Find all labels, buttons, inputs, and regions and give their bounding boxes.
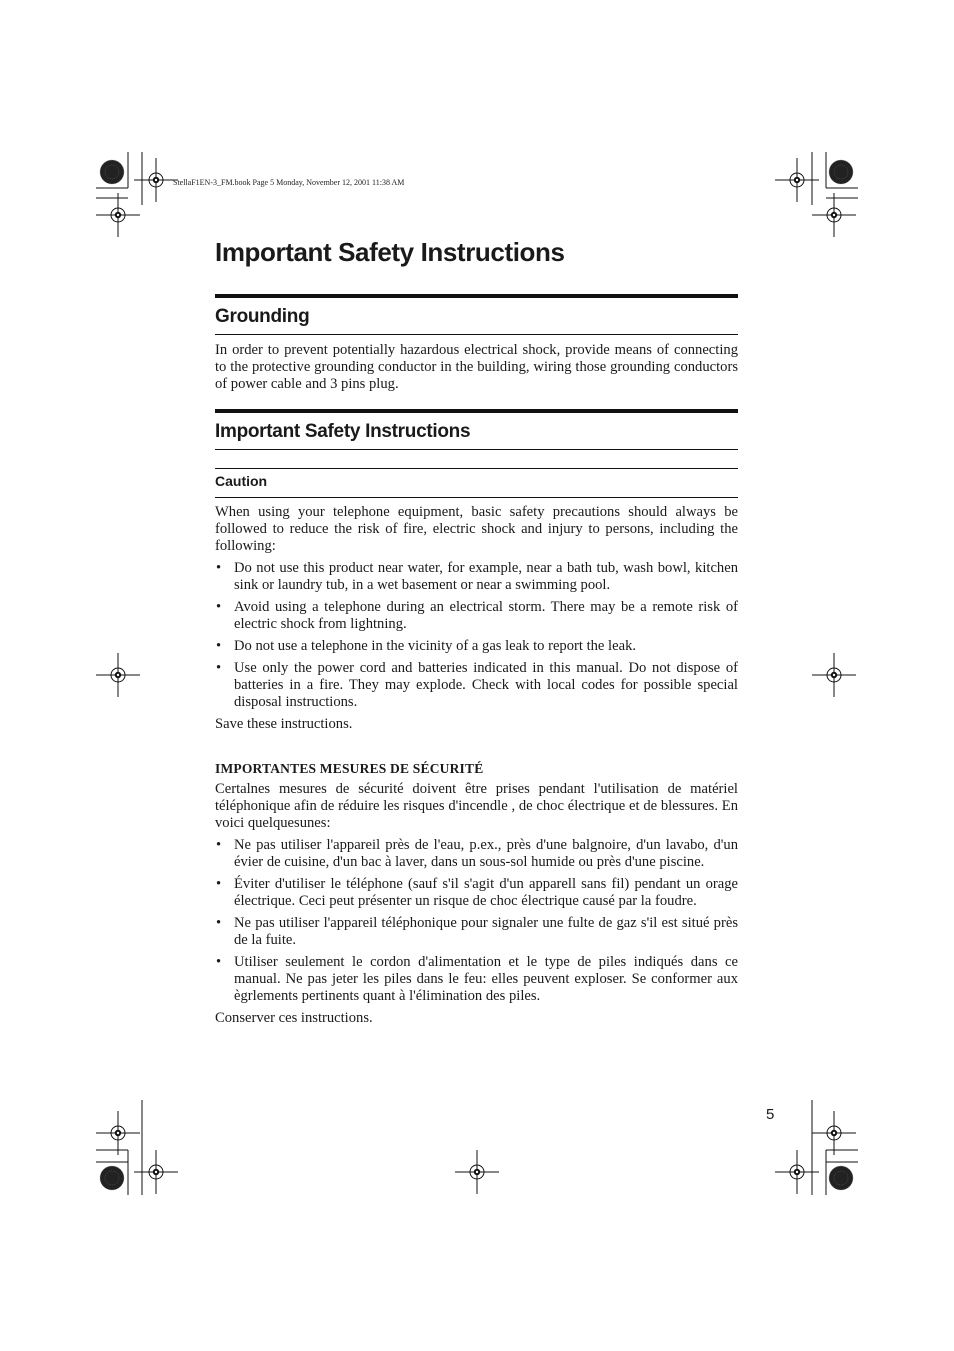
safety-bullet-list xyxy=(215,560,738,711)
french-heading: IMPORTANTES MESURES DE SÉCURITÉ xyxy=(215,761,484,776)
color-target-icon xyxy=(100,1166,124,1190)
french-bullet-list xyxy=(215,837,738,1005)
registration-mark-icon xyxy=(96,1111,140,1155)
color-target-icon xyxy=(829,160,853,184)
list-item: • Éviter d'utiliser le téléphone (sauf s'il s'agit d'un apparell sans fil) pendant un orage électrique. Ceci peut présenter un risque de choc électrique causé par la foudre. xyxy=(215,876,738,910)
caution-header xyxy=(215,468,738,498)
registration-mark-icon xyxy=(812,193,856,237)
list-item: • Use only the power cord and batteries indicated in this manual. Do not dispose of batteries in a fire. They may explode. Check with local codes for possible special disposal instructions. xyxy=(215,660,738,711)
registration-mark-icon xyxy=(134,1150,178,1194)
list-item: • Do not use a telephone in the vicinity of a gas leak to report the leak. xyxy=(215,638,738,655)
list-item: • Avoid using a telephone during an electrical storm. There may be a remote risk of electric shock from lightning. xyxy=(215,599,738,633)
print-header: StellaF1EN-3_FM.book Page 5 Monday, November 12, 2001 11:38 AM xyxy=(173,178,405,187)
safety-heading: Important Safety Instructions xyxy=(215,421,471,442)
list-item: • Do not use this product near water, for example, near a bath tub, wash bowl, kitchen sink or laundry tub, in a wet basement or near a swimming pool. xyxy=(215,560,738,594)
grounding-heading: Grounding xyxy=(215,306,310,327)
safety-closing: Save these instructions. xyxy=(215,716,353,732)
page-number: 5 xyxy=(766,1106,775,1123)
list-item: • Ne pas utiliser l'appareil téléphonique pour signaler une fulte de gaz s'il est situé près de la fuite. xyxy=(215,915,738,949)
grounding-body: In order to prevent potentially hazardous electrical shock, provide means of connecting to the protective grounding conductor in the building, wiring those grounding conductors of power cable and 3 pins plug. xyxy=(215,342,738,392)
color-target-icon xyxy=(100,160,124,184)
caution-label: Caution xyxy=(215,473,268,489)
french-closing: Conserver ces instructions. xyxy=(215,1010,373,1026)
registration-mark-icon xyxy=(455,1150,499,1194)
registration-mark-icon xyxy=(96,193,140,237)
color-target-icon xyxy=(829,1166,853,1190)
list-item: • Ne pas utiliser l'appareil près de l'eau, p.ex., près d'une balgnoire, d'un lavabo, d'un évier de cuisine, d'un bac à laver, dans un sous-sol humide ou près d'une piscine. xyxy=(215,837,738,871)
grounding-section-header xyxy=(215,294,738,335)
french-intro: Certalnes mesures de sécurité doivent être prises pendant l'utilisation de matériel téléphonique afin de réduire les risques d'incendle , de choc électrique et de blessures. En voici quelquesunes: xyxy=(215,781,738,831)
safety-intro: When using your telephone equipment, basic safety precautions should always be followed to reduce the risk of fire, electric shock and injury to persons, including the following: xyxy=(215,504,738,554)
page-title: Important Safety Instructions xyxy=(215,237,565,267)
page-content xyxy=(215,236,738,1027)
registration-mark-icon xyxy=(812,653,856,697)
list-item: • Utiliser seulement le cordon d'alimentation et le type de piles indiqués dans ce manual. Ne pas jeter les piles dans le feu: elles peuvent exploser. Se conformer aux ègrlements pertinents quant à l'élimination des piles. xyxy=(215,954,738,1005)
safety-section-header xyxy=(215,409,738,450)
registration-mark-icon xyxy=(134,158,178,202)
registration-mark-icon xyxy=(812,1111,856,1155)
registration-mark-icon xyxy=(96,653,140,697)
